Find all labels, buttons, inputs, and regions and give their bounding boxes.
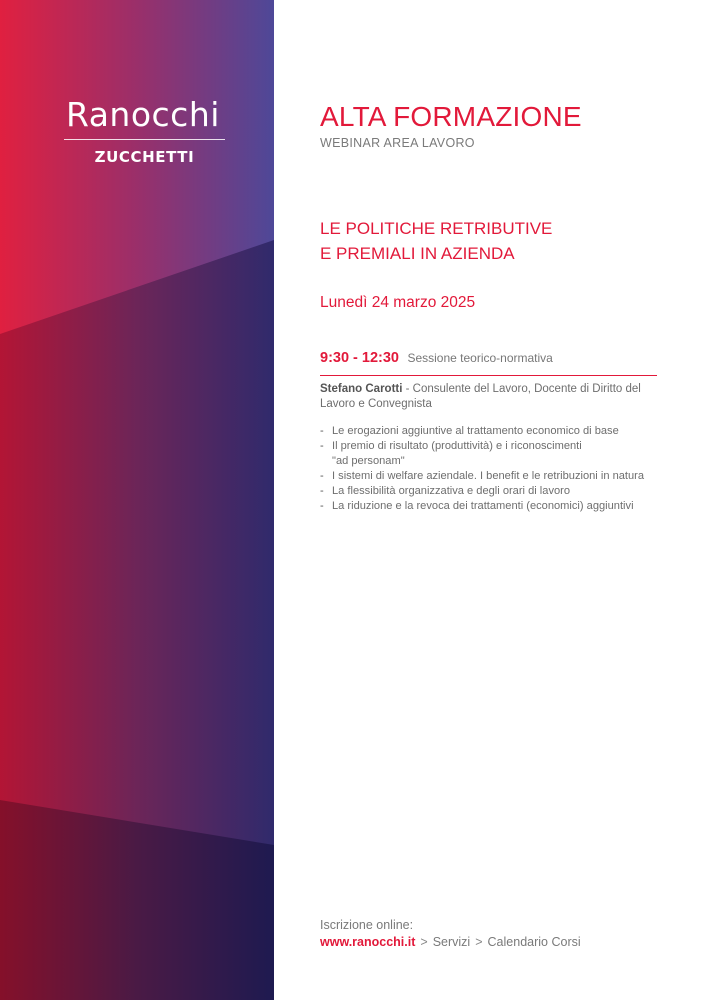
page-subtitle: WEBINAR AREA LAVORO [320, 136, 475, 150]
event-date: Lunedì 24 marzo 2025 [320, 294, 476, 311]
servizi-link[interactable]: Servizi [432, 935, 471, 949]
breadcrumb-separator: > [420, 935, 428, 949]
logo-divider [64, 139, 225, 140]
event-title-line1: LE POLITICHE RETRIBUTIVE [320, 219, 553, 238]
registration-footer [320, 917, 660, 951]
list-item: - Le erogazioni aggiuntive al trattamento economico di base [320, 425, 619, 437]
list-item: - La riduzione e la revoca dei trattamenti (economici) aggiuntivi [320, 500, 634, 512]
topic-list [320, 424, 665, 514]
topic-text: Le erogazioni aggiuntive al trattamento economico di base [332, 425, 619, 437]
calendario-link[interactable]: Calendario Corsi [487, 935, 581, 949]
event-title [320, 216, 552, 266]
event-title-line2: E PREMIALI IN AZIENDA [320, 244, 515, 263]
topic-text: Il premio di risultato (produttività) e i riconoscimenti "ad personam" [332, 440, 582, 467]
session-label: Sessione teorico-normativa [407, 351, 553, 365]
list-item: - La flessibilità organizzativa e degli orari di lavoro [320, 485, 571, 497]
topic-text: La riduzione e la revoca dei trattamenti (economici) aggiuntivi [332, 500, 634, 512]
brand-sub: ZUCCHETTI [94, 148, 195, 166]
session-time: 9:30 - 12:30 [320, 350, 399, 366]
topic-text: La flessibilità organizzativa e degli orari di lavoro [332, 485, 571, 497]
session-header [320, 349, 657, 376]
breadcrumb-separator: > [475, 935, 483, 949]
site-link[interactable]: www.ranocchi.it [320, 935, 416, 949]
registration-label: Iscrizione online: [320, 918, 414, 932]
list-item: - I sistemi di welfare aziendale. I benefit e le retribuzioni in natura [320, 470, 645, 482]
speaker-info [320, 382, 660, 412]
topic-text: I sistemi di welfare aziendale. I benefit e le retribuzioni in natura [332, 470, 645, 482]
brand-name: Ranocchi [66, 95, 220, 134]
registration-links [320, 934, 660, 951]
speaker-name: Stefano Carotti [320, 383, 403, 395]
list-item: - Il premio di risultato (produttività) e i riconoscimenti "ad personam" [320, 440, 582, 467]
speaker-role: - Consulente del Lavoro, Docente di Diritto del Lavoro e Convegnista [320, 383, 641, 410]
page-title: ALTA FORMAZIONE [320, 101, 582, 132]
brand-logo [64, 96, 225, 166]
gradient-side-panel [0, 0, 274, 1000]
